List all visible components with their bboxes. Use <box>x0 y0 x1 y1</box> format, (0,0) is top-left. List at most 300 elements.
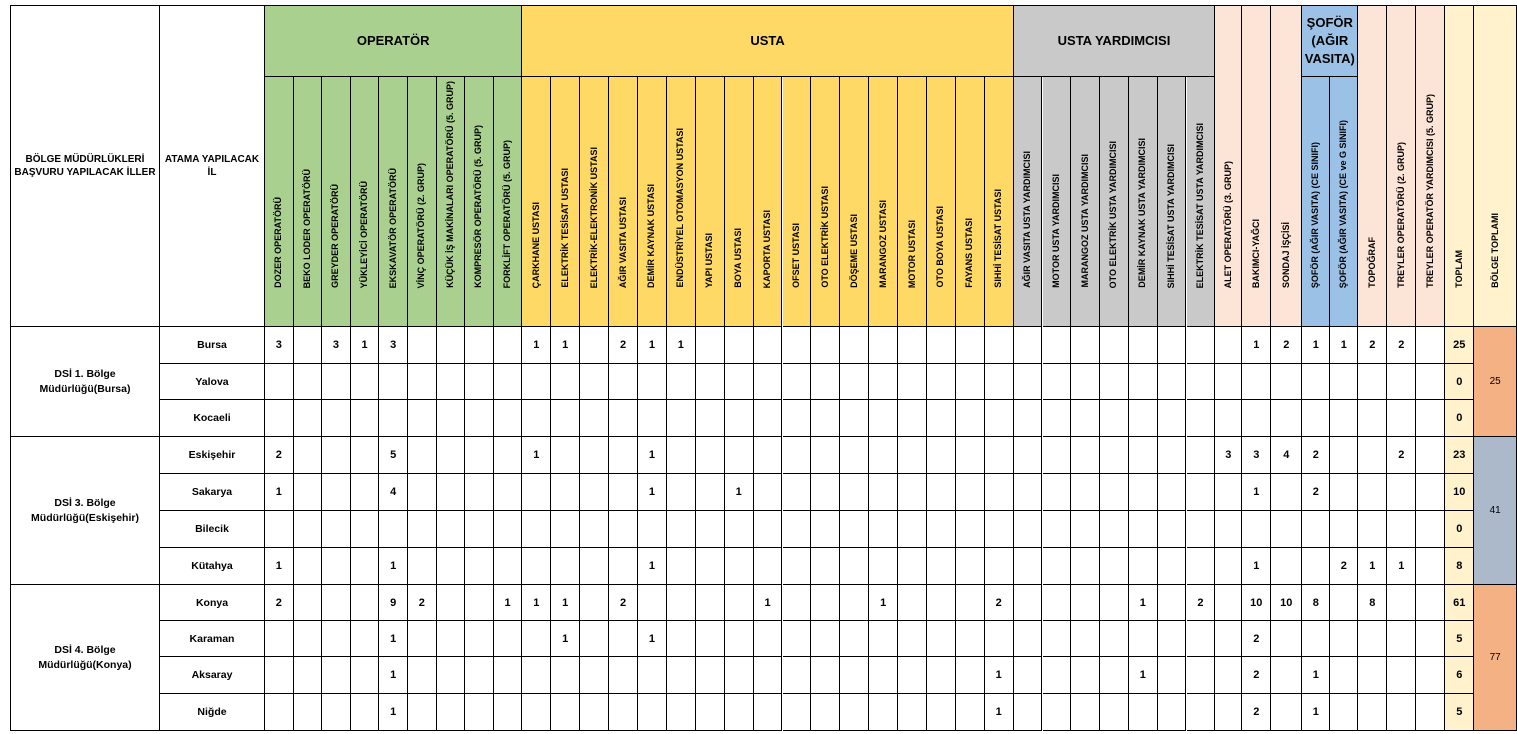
data-cell <box>408 400 437 437</box>
data-cell <box>667 548 696 585</box>
data-cell <box>956 364 985 400</box>
column-header-39 <box>1358 5 1387 327</box>
column-header-label: ELEKTRİK TESİSAT USTA YARDIMCISI <box>1194 122 1205 288</box>
data-cell <box>1158 400 1187 437</box>
data-cell <box>783 621 812 657</box>
data-cell <box>379 511 408 548</box>
data-cell <box>811 437 840 474</box>
column-header-12 <box>580 77 609 327</box>
data-cell <box>667 400 696 437</box>
column-header-7 <box>437 77 466 327</box>
data-cell <box>1129 364 1158 400</box>
data-cell <box>580 474 609 511</box>
data-cell <box>1271 364 1302 400</box>
data-cell <box>494 437 523 474</box>
data-cell: 1 <box>869 585 898 621</box>
data-cell <box>1187 400 1216 437</box>
data-cell <box>869 474 898 511</box>
data-cell <box>1358 400 1387 437</box>
data-cell <box>667 437 696 474</box>
data-cell <box>1100 437 1129 474</box>
data-cell <box>725 585 754 621</box>
data-cell: 3 <box>1215 437 1242 474</box>
data-cell <box>609 548 638 585</box>
data-cell <box>1129 548 1158 585</box>
data-cell <box>811 657 840 694</box>
data-cell: 1 <box>985 657 1014 694</box>
province-name: Konya <box>160 585 265 621</box>
data-cell: 1 <box>638 474 667 511</box>
data-cell <box>1416 474 1445 511</box>
data-cell <box>1271 657 1302 694</box>
data-cell <box>725 327 754 364</box>
data-cell <box>1071 657 1100 694</box>
data-cell <box>1302 400 1330 437</box>
data-cell <box>927 548 956 585</box>
data-cell <box>551 400 580 437</box>
column-header-label: FORKLİFT OPERATÖRÜ (5. GRUP) <box>502 139 513 288</box>
data-cell <box>522 511 551 548</box>
data-cell <box>522 548 551 585</box>
data-cell <box>811 585 840 621</box>
data-cell <box>1215 585 1242 621</box>
data-cell: 1 <box>551 585 580 621</box>
data-cell <box>494 621 523 657</box>
data-cell <box>869 327 898 364</box>
data-cell <box>265 364 294 400</box>
data-cell <box>783 511 812 548</box>
data-cell <box>465 657 494 694</box>
group-header-3-label: USTA YARDIMCISI <box>1057 33 1171 48</box>
data-cell <box>437 474 466 511</box>
data-cell <box>408 694 437 731</box>
data-cell <box>1330 621 1358 657</box>
data-cell <box>1187 327 1216 364</box>
data-cell <box>1271 400 1302 437</box>
data-cell <box>1187 474 1216 511</box>
data-cell: 1 <box>1330 327 1358 364</box>
data-cell <box>840 548 869 585</box>
column-header-20 <box>811 77 840 327</box>
row-total: 0 <box>1445 511 1474 548</box>
data-cell <box>294 474 323 511</box>
header-il <box>160 5 265 327</box>
data-cell <box>1043 474 1072 511</box>
data-cell <box>1071 548 1100 585</box>
data-cell <box>840 694 869 731</box>
column-header-17 <box>725 77 754 327</box>
data-cell: 9 <box>379 585 408 621</box>
data-cell <box>696 548 725 585</box>
data-cell <box>956 585 985 621</box>
region-name <box>10 327 160 437</box>
data-cell <box>1416 364 1445 400</box>
column-header-label: EKSKAVATÖR OPERATÖRÜ <box>387 167 398 288</box>
total-header-label: TOPLAM <box>1453 250 1464 288</box>
data-cell <box>294 585 323 621</box>
data-cell <box>956 400 985 437</box>
data-cell <box>465 400 494 437</box>
data-cell <box>811 474 840 511</box>
data-cell <box>522 621 551 657</box>
data-cell <box>494 400 523 437</box>
data-cell <box>1043 621 1072 657</box>
row-total: 6 <box>1445 657 1474 694</box>
data-cell <box>351 474 380 511</box>
data-cell <box>927 585 956 621</box>
data-cell: 2 <box>408 585 437 621</box>
data-cell <box>840 657 869 694</box>
data-cell <box>1416 548 1445 585</box>
column-header-29 <box>1071 77 1100 327</box>
province-name: Karaman <box>160 621 265 657</box>
group-header-4-label: ŞOFÖR (AĞIR VASITA) <box>1304 15 1355 66</box>
data-cell <box>322 548 351 585</box>
data-cell <box>294 511 323 548</box>
data-cell <box>783 548 812 585</box>
region-name <box>10 437 160 585</box>
column-header-label: OTO ELEKTRİK USTA YARDIMCISI <box>1108 140 1119 288</box>
data-cell <box>927 400 956 437</box>
data-cell <box>465 585 494 621</box>
data-cell <box>696 657 725 694</box>
column-header-28 <box>1043 77 1072 327</box>
group-header-3 <box>1014 5 1216 77</box>
data-cell <box>1387 511 1416 548</box>
data-cell <box>1158 657 1187 694</box>
data-cell <box>1129 327 1158 364</box>
data-cell <box>1071 511 1100 548</box>
data-cell <box>551 474 580 511</box>
data-cell <box>408 511 437 548</box>
column-header-label: MARANGOZ USTASI <box>877 200 888 288</box>
data-cell <box>1187 548 1216 585</box>
data-cell <box>351 548 380 585</box>
column-header-25 <box>956 77 985 327</box>
region-name-label: DSİ 1. Bölge Müdürlüğü(Bursa) <box>39 367 131 395</box>
data-cell <box>1043 327 1072 364</box>
data-cell: 1 <box>265 548 294 585</box>
data-cell: 1 <box>351 327 380 364</box>
data-cell <box>725 511 754 548</box>
data-cell: 1 <box>638 548 667 585</box>
column-header-label: FAYANS USTASI <box>964 218 975 288</box>
data-cell <box>522 364 551 400</box>
data-cell: 1 <box>1129 657 1158 694</box>
data-cell <box>294 327 323 364</box>
data-cell <box>437 657 466 694</box>
data-cell: 10 <box>1242 585 1271 621</box>
data-cell <box>408 657 437 694</box>
data-cell <box>1242 511 1271 548</box>
data-cell <box>1187 694 1216 731</box>
data-cell <box>551 511 580 548</box>
data-cell <box>294 437 323 474</box>
column-header-label: KÜÇÜK İŞ MAKİNALARI OPERATÖRÜ (5. GRUP) <box>444 81 455 288</box>
data-cell <box>754 694 783 731</box>
province-name: Yalova <box>160 364 265 400</box>
data-cell: 1 <box>522 327 551 364</box>
data-cell <box>1187 621 1216 657</box>
data-cell <box>1271 548 1302 585</box>
data-cell <box>465 364 494 400</box>
data-cell <box>1071 400 1100 437</box>
row-total: 5 <box>1445 621 1474 657</box>
data-cell <box>927 437 956 474</box>
column-header-19 <box>783 77 812 327</box>
data-cell <box>985 511 1014 548</box>
column-header-32 <box>1158 77 1187 327</box>
data-cell <box>1014 621 1043 657</box>
data-cell <box>580 694 609 731</box>
data-cell <box>1387 694 1416 731</box>
data-cell <box>638 585 667 621</box>
column-header-9 <box>494 77 523 327</box>
column-header-22 <box>869 77 898 327</box>
data-cell <box>1158 585 1187 621</box>
data-cell: 1 <box>1302 657 1330 694</box>
data-cell <box>1071 327 1100 364</box>
data-cell <box>437 364 466 400</box>
data-cell: 2 <box>1242 657 1271 694</box>
data-cell: 2 <box>1330 548 1358 585</box>
data-cell <box>927 657 956 694</box>
data-cell <box>437 437 466 474</box>
data-cell <box>754 474 783 511</box>
data-cell <box>351 511 380 548</box>
data-cell <box>465 511 494 548</box>
data-cell <box>465 327 494 364</box>
data-cell <box>1416 327 1445 364</box>
data-cell: 1 <box>638 621 667 657</box>
data-cell <box>609 621 638 657</box>
data-cell <box>322 511 351 548</box>
column-header-37 <box>1302 77 1330 327</box>
data-cell <box>754 364 783 400</box>
data-cell: 1 <box>379 694 408 731</box>
data-cell <box>1100 657 1129 694</box>
data-cell <box>956 621 985 657</box>
data-cell <box>522 400 551 437</box>
data-cell <box>494 474 523 511</box>
data-cell: 3 <box>1242 437 1271 474</box>
data-cell <box>956 548 985 585</box>
column-header-27 <box>1014 77 1043 327</box>
data-cell <box>580 511 609 548</box>
column-header-31 <box>1129 77 1158 327</box>
data-cell <box>1271 511 1302 548</box>
data-cell <box>1071 474 1100 511</box>
data-cell <box>956 327 985 364</box>
data-cell <box>927 621 956 657</box>
header-il-label: ATAMA YAPILACAK İL <box>164 154 260 178</box>
data-cell <box>667 657 696 694</box>
column-header-label: ÇARKHANE USTASI <box>530 201 541 288</box>
data-cell <box>1158 694 1187 731</box>
data-cell <box>1330 511 1358 548</box>
data-cell <box>898 364 927 400</box>
data-cell <box>1014 548 1043 585</box>
data-cell <box>1358 694 1387 731</box>
data-cell <box>696 327 725 364</box>
data-cell <box>551 657 580 694</box>
data-cell <box>1043 585 1072 621</box>
data-cell <box>465 437 494 474</box>
data-cell: 1 <box>1302 694 1330 731</box>
data-cell <box>725 694 754 731</box>
data-cell: 1 <box>551 621 580 657</box>
province-name: Kocaeli <box>160 400 265 437</box>
column-header-label: ŞOFÖR (AĞIR VASITA) (CE ve G SINIFI) <box>1338 119 1349 288</box>
province-name: Kütahya <box>160 548 265 585</box>
data-cell <box>294 400 323 437</box>
data-cell: 1 <box>985 694 1014 731</box>
data-cell <box>265 694 294 731</box>
data-cell <box>898 327 927 364</box>
data-cell <box>1187 437 1216 474</box>
data-cell <box>609 400 638 437</box>
column-header-label: DEMİR KAYNAK USTA YARDIMCISI <box>1137 138 1148 288</box>
group-header-1-label: OPERATÖR <box>356 33 430 48</box>
column-header-label: MARANGOZ USTA YARDIMCISI <box>1079 154 1090 288</box>
data-cell: 1 <box>494 585 523 621</box>
data-cell <box>580 364 609 400</box>
data-cell <box>811 548 840 585</box>
data-cell <box>725 400 754 437</box>
data-cell <box>1100 327 1129 364</box>
data-cell <box>1416 400 1445 437</box>
data-cell: 2 <box>609 585 638 621</box>
region-total-header-label: BÖLGE TOPLAMI <box>1489 213 1500 288</box>
data-cell <box>754 511 783 548</box>
column-header-region-total <box>1474 5 1517 327</box>
data-cell <box>1071 585 1100 621</box>
data-cell <box>1187 511 1216 548</box>
data-cell <box>985 400 1014 437</box>
data-cell <box>985 327 1014 364</box>
data-cell <box>1014 437 1043 474</box>
data-cell <box>956 694 985 731</box>
data-cell <box>1215 511 1242 548</box>
column-header-13 <box>609 77 638 327</box>
data-cell <box>551 548 580 585</box>
data-cell <box>322 437 351 474</box>
data-cell <box>494 548 523 585</box>
data-cell <box>322 657 351 694</box>
data-cell: 1 <box>1387 548 1416 585</box>
data-cell <box>580 585 609 621</box>
column-header-label: BOYA USTASI <box>733 228 744 288</box>
data-cell <box>1158 511 1187 548</box>
data-cell <box>1358 474 1387 511</box>
column-header-41 <box>1416 5 1445 327</box>
data-cell <box>265 511 294 548</box>
column-header-label: OFSET USTASI <box>790 223 801 288</box>
data-cell <box>725 364 754 400</box>
data-cell <box>1330 474 1358 511</box>
data-cell <box>783 400 812 437</box>
data-cell <box>1302 511 1330 548</box>
column-header-label: DEMİR KAYNAK USTASI <box>646 183 657 288</box>
province-name: Bilecik <box>160 511 265 548</box>
data-cell <box>811 694 840 731</box>
data-cell: 2 <box>1187 585 1216 621</box>
data-cell <box>1129 621 1158 657</box>
data-cell <box>1271 694 1302 731</box>
region-total: 41 <box>1474 437 1517 585</box>
data-cell <box>696 585 725 621</box>
data-cell <box>696 400 725 437</box>
data-cell <box>1100 548 1129 585</box>
data-cell <box>1158 548 1187 585</box>
data-cell <box>551 694 580 731</box>
data-cell <box>351 400 380 437</box>
data-cell <box>667 585 696 621</box>
data-cell <box>869 511 898 548</box>
data-cell <box>783 437 812 474</box>
data-cell <box>1302 548 1330 585</box>
column-header-40 <box>1387 5 1416 327</box>
data-cell <box>322 400 351 437</box>
data-cell <box>1271 474 1302 511</box>
row-total: 0 <box>1445 400 1474 437</box>
data-cell: 1 <box>265 474 294 511</box>
data-cell <box>1043 657 1072 694</box>
data-cell <box>1358 657 1387 694</box>
column-header-26 <box>985 77 1014 327</box>
data-cell <box>1215 657 1242 694</box>
row-total: 10 <box>1445 474 1474 511</box>
data-cell: 1 <box>379 621 408 657</box>
data-cell <box>580 437 609 474</box>
data-cell <box>927 474 956 511</box>
data-cell <box>465 694 494 731</box>
column-header-24 <box>927 77 956 327</box>
column-header-21 <box>840 77 869 327</box>
data-cell: 1 <box>638 327 667 364</box>
region-name <box>10 585 160 731</box>
data-cell <box>351 364 380 400</box>
data-cell <box>1071 694 1100 731</box>
data-cell: 3 <box>322 327 351 364</box>
data-cell: 3 <box>265 327 294 364</box>
group-header-2 <box>522 5 1013 77</box>
data-cell <box>1158 621 1187 657</box>
data-cell <box>1129 474 1158 511</box>
data-cell <box>494 657 523 694</box>
data-cell <box>754 327 783 364</box>
data-cell <box>985 437 1014 474</box>
data-cell <box>1014 474 1043 511</box>
data-cell <box>1330 364 1358 400</box>
data-cell: 8 <box>1358 585 1387 621</box>
column-header-label: KOMPRESÖR OPERATÖRÜ (5. GRUP) <box>473 125 484 288</box>
data-cell <box>1014 657 1043 694</box>
data-cell <box>667 474 696 511</box>
data-cell <box>927 694 956 731</box>
data-cell <box>696 694 725 731</box>
data-cell <box>898 548 927 585</box>
data-cell: 4 <box>379 474 408 511</box>
data-cell <box>322 621 351 657</box>
data-cell <box>379 364 408 400</box>
data-cell <box>869 437 898 474</box>
data-cell <box>696 474 725 511</box>
data-cell <box>294 548 323 585</box>
data-cell <box>408 364 437 400</box>
data-cell <box>869 621 898 657</box>
data-cell <box>696 621 725 657</box>
